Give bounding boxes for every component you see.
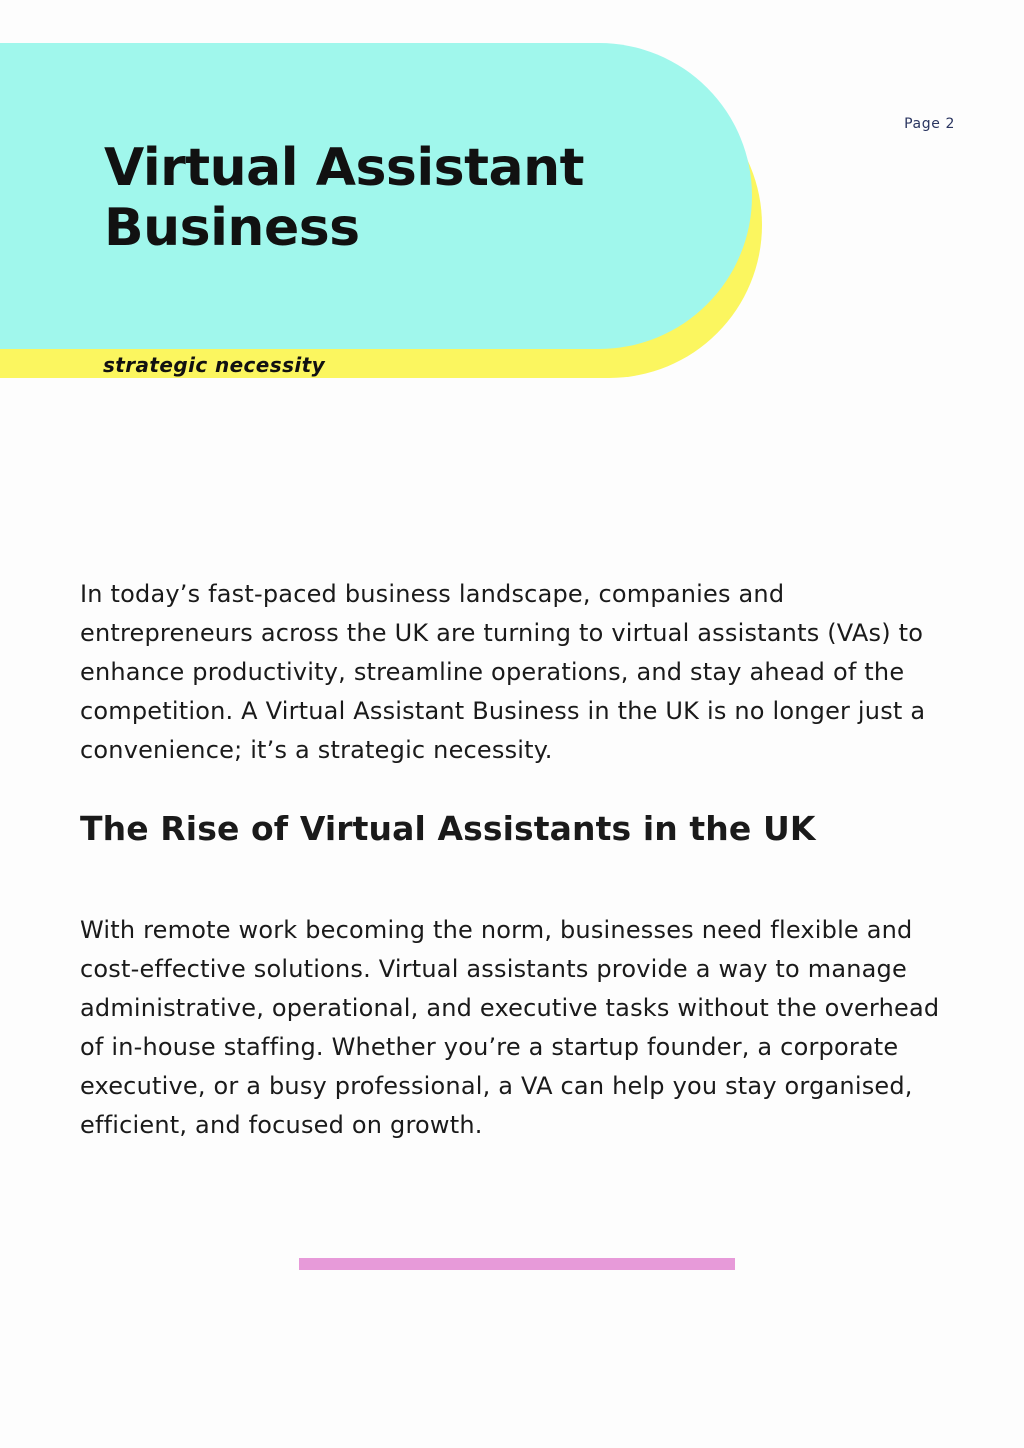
section-heading: The Rise of Virtual Assistants in the UK [80, 809, 816, 848]
page-title-line-2: Business [104, 198, 360, 258]
page-subtitle: strategic necessity [103, 353, 326, 377]
section-paragraph: With remote work becoming the norm, businesses need flexible and cost-effective solutions. Virtual assistants provide a way to manage administrative, operational, and executive tasks without the overhead of in-house staffing. Whether you’re a startup founder, a corporate executive, or a busy professional, a VA can help you stay organised, efficient, and focused on growth. [80, 916, 940, 1139]
page-number: Page 2 [904, 116, 955, 132]
bottom-divider [299, 1258, 735, 1270]
page-title [104, 138, 584, 258]
intro-paragraph: In today’s fast-paced business landscape, companies and entrepreneurs across the UK are turning to virtual assistants (VAs) to enhance productivity, streamline operations, and stay ahead of the competition. A Virtual Assistant Business in the UK is no longer just a convenience; it’s a strategic necessity. [80, 580, 926, 764]
page-title-line-1: Virtual Assistant [104, 138, 584, 198]
